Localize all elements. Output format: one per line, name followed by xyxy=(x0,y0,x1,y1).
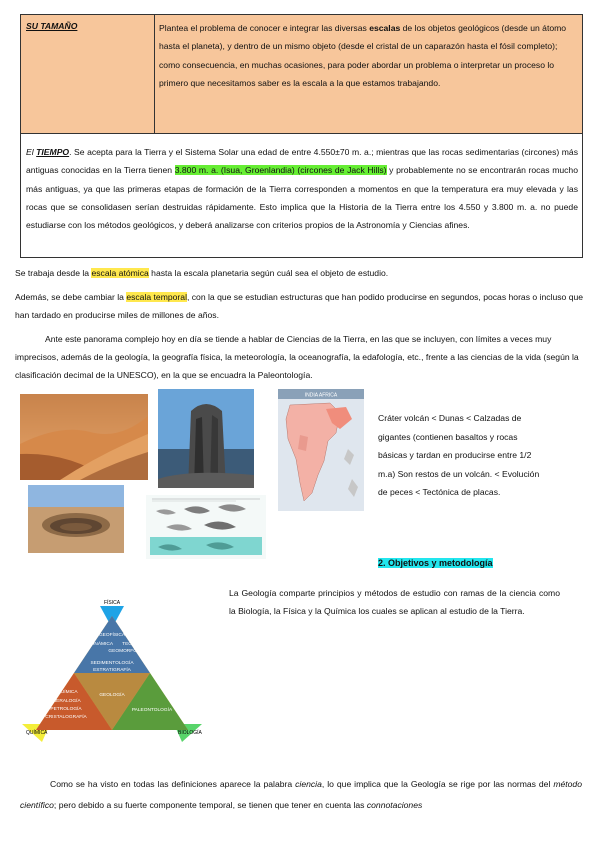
info-table xyxy=(20,14,583,258)
tamano-text-b: de los objetos geológicos (desde un átomo hasta el planeta), y dentro de un mismo objeto (desde el cristal de un caparazón hasta el fósil completo); como consecuencia, en muchas ocasiones, para poder abordar un problema o interpretar un proceso lo primero que necesitamos saber es la escala a la que estamos trabajando. xyxy=(159,23,567,89)
dunes-image xyxy=(20,394,148,480)
para-escala-atomica xyxy=(15,264,585,282)
label-mineralogia: MINERALOGÍA xyxy=(47,699,81,704)
label-biologia: BIOLOGÍA xyxy=(178,730,202,736)
tiempo-label: TIEMPO xyxy=(36,147,70,157)
label-paleontologia: PALEONTOLOGÍA xyxy=(131,708,173,713)
section-heading: 2. Objetivos y metodología xyxy=(378,558,493,568)
final-ciencia: ciencia xyxy=(295,779,322,789)
label-geoquimica: GEOQUÍMICA xyxy=(46,690,78,695)
tamano-text xyxy=(159,19,577,93)
label-fisica: FÍSICA xyxy=(103,600,121,606)
tiempo-text-a: . Se acepta para la Tierra y el Sistema Solar una edad de entre 4.550±70 m. a.; mientras que las rocas sedimentarias (circones) más antiguas conocidas en la Tierra tienen xyxy=(26,147,579,176)
label-geodinamica: GEODINÁMICA xyxy=(78,642,114,647)
tiempo-intro: El xyxy=(26,147,37,157)
tamano-text-a: Plantea el problema de conocer e integrar las diversas xyxy=(159,23,370,33)
final-connotaciones: connotaciones xyxy=(366,800,423,810)
para2-b: , con la que se estudian estructuras que han podido producirse en segundos, pocas horas o incluso que han tardado en producirse miles de millones de años. xyxy=(15,292,584,320)
tiempo-text-b: y probablemente no se encontrarán rocas mucho más antiguas, ya que las primeras etapas de formación de la Tierra corresponden a momentos en que la temperatura era muy elevada y las rocas que se consolidasen serían destruidas rápidamente. Esto implica que la Historia de la Tierra entre los 4.550 y 3.800 m. a. no puede estudiarse con los métodos geológicos, y deberá analizarse con criterios propios de la Astronomía y Ciencias afines. xyxy=(26,165,578,231)
final-c: ; pero debido a su fuerte componente temporal, se tienen que tener en cuenta las xyxy=(53,800,367,810)
para2-highlight: escala temporal xyxy=(126,292,187,302)
fish-evolution-chart xyxy=(146,495,266,559)
final-paragraph xyxy=(20,774,582,816)
label-quimica: QUÍMICA xyxy=(26,730,48,736)
para-ciencias-tierra: Ante este panorama complejo hoy en día se tiende a hablar de Ciencias de la Tierra, en las que se incluyen, con límites a veces muy imprecisos, además de la geología, la geografía física, la meteorología, la oceanografía, la edafología, etc., frente a las ciencias de la vida (según la clasificación decimal de la UNESCO), en la que se encuadra la Paleontología. xyxy=(15,334,579,380)
geo-text: La Geología comparte principios y métodos de estudio con ramas de la ciencia como la Biología, la Física y la Química los cuales se aplican al estudio de la Tierra. xyxy=(229,588,560,617)
images-caption: Cráter volcán < Dunas < Calzadas de gigantes (contienen basaltos y rocas básicas y tardan en producirse entre 1/2 m.a) Son restos de un volcán. < Evolución de peces < Tectónica de placas. xyxy=(378,413,540,497)
label-geomorfologia: GEOMORFOLOGÍA xyxy=(108,649,152,654)
sciences-triangle-diagram xyxy=(16,596,216,746)
table-divider xyxy=(154,15,155,133)
tamano-text-bold: escalas xyxy=(369,23,401,33)
label-cristalografia: CRISTALOGRAFÍA xyxy=(45,715,87,720)
final-b: , lo que implica que la Geología se rige por las normas del xyxy=(321,779,554,789)
tiempo-text xyxy=(26,143,578,234)
label-geologia: GEOLOGÍA xyxy=(99,693,125,698)
para1-a: Se trabaja desde la xyxy=(15,268,92,278)
label-geofisica: GEOFÍSICA xyxy=(98,633,126,638)
label-tectonica: TECTÓNICA xyxy=(122,642,150,647)
tiempo-highlight: 3.800 m. a. (Isua, Groenlandia) (circones de Jack Hills) xyxy=(174,165,387,176)
map-title: INDIA AFRICA xyxy=(304,392,338,399)
label-sedimentologia: SEDIMENTOLOGÍA xyxy=(90,661,134,666)
crater-image xyxy=(28,485,124,553)
final-metodo: método científico xyxy=(20,779,582,810)
para1-highlight: escala atómica xyxy=(91,268,149,278)
label-estratigrafia: ESTRATIGRAFÍA xyxy=(93,668,131,673)
para1-b: hasta la escala planetaria según cuál sea el objeto de estudio. xyxy=(148,268,389,278)
label-petrologia: PETROLOGÍA xyxy=(50,707,82,712)
tamano-label: SU TAMAÑO xyxy=(26,21,78,31)
para2-a: Además, se debe cambiar la xyxy=(15,292,127,302)
para-escala-temporal xyxy=(15,288,585,324)
india-africa-map xyxy=(278,389,364,511)
giants-causeway-image xyxy=(158,389,254,488)
final-a: Como se ha visto en todas las definiciones aparece la palabra xyxy=(50,779,296,789)
